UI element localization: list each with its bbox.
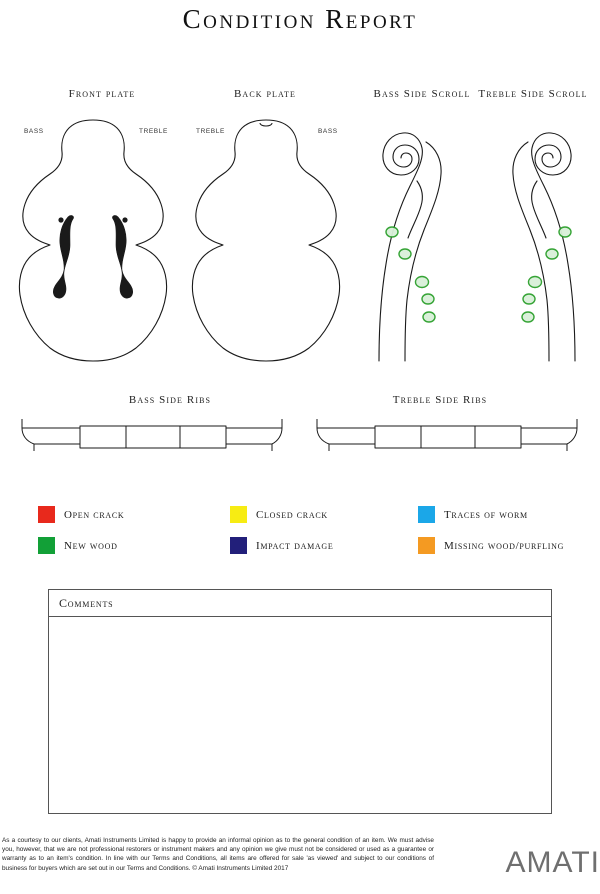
legend-label-impact-damage: Impact damage bbox=[256, 539, 334, 552]
swatch-open-crack bbox=[38, 506, 55, 523]
front-plate-diagram[interactable] bbox=[12, 114, 174, 364]
front-plate-bass-label: BASS bbox=[24, 128, 44, 135]
legend-item-new-wood[interactable] bbox=[38, 537, 230, 554]
caption-treble-side-ribs: Treble Side Ribs bbox=[392, 394, 488, 406]
comments-title: Comments bbox=[59, 595, 114, 610]
footer-disclaimer: As a courtesy to our clients, Amati Instruments Limited is happy to provide an informal opinion as to the general condition of an item. We must advise you, however, that we are not professional restorers or instrument makers and any opinion we give must not be considered or used as a guarantee or warranty as to an item's condition. In line with our Terms and Conditions, all items are offered for sale 'as viewed' and subject to our conditions of business for buyers which are set out in our Terms and Conditions. © Amati Instruments Limited 2017 bbox=[2, 837, 434, 872]
legend-item-closed-crack[interactable] bbox=[230, 506, 418, 523]
legend-item-impact-damage[interactable] bbox=[230, 537, 418, 554]
caption-bass-side-scroll: Bass Side Scroll bbox=[373, 88, 471, 100]
ribs-row bbox=[0, 389, 600, 464]
legend bbox=[38, 506, 583, 568]
amati-logo: AMATI bbox=[505, 846, 600, 879]
page-title: Condition Report bbox=[182, 4, 418, 34]
legend-item-traces-of-worm[interactable] bbox=[418, 506, 583, 523]
legend-label-missing-wood-purfling: Missing wood/purfling bbox=[444, 539, 565, 552]
diagram-row bbox=[0, 66, 600, 376]
comments-input[interactable] bbox=[49, 617, 551, 813]
treble-side-scroll-diagram[interactable] bbox=[482, 114, 592, 364]
caption-back-plate: Back plate bbox=[234, 88, 296, 100]
legend-label-traces-of-worm: Traces of worm bbox=[444, 508, 528, 521]
swatch-traces-of-worm bbox=[418, 506, 435, 523]
caption-treble-side-scroll: Treble Side Scroll bbox=[478, 88, 588, 100]
legend-item-missing-wood-purfling[interactable] bbox=[418, 537, 583, 554]
legend-label-open-crack: Open crack bbox=[64, 508, 125, 521]
legend-label-new-wood: New wood bbox=[64, 539, 118, 552]
footer bbox=[0, 836, 600, 888]
back-plate-treble-label: TREBLE bbox=[196, 128, 225, 135]
comments-box bbox=[48, 589, 552, 814]
bass-side-scroll-diagram[interactable] bbox=[362, 114, 472, 364]
swatch-new-wood bbox=[38, 537, 55, 554]
comments-header bbox=[49, 590, 551, 617]
condition-report-page bbox=[0, 4, 600, 894]
swatch-closed-crack bbox=[230, 506, 247, 523]
treble-side-ribs-diagram[interactable] bbox=[315, 413, 580, 459]
legend-row-1 bbox=[38, 506, 583, 523]
back-plate-diagram[interactable] bbox=[185, 114, 347, 364]
legend-row-2 bbox=[38, 537, 583, 554]
legend-item-open-crack[interactable] bbox=[38, 506, 230, 523]
swatch-impact-damage bbox=[230, 537, 247, 554]
swatch-missing-wood-purfling bbox=[418, 537, 435, 554]
caption-front-plate: Front plate bbox=[68, 88, 136, 100]
back-plate-bass-label: BASS bbox=[318, 128, 338, 135]
caption-bass-side-ribs: Bass Side Ribs bbox=[128, 394, 212, 406]
front-plate-treble-label: TREBLE bbox=[139, 128, 168, 135]
legend-label-closed-crack: Closed crack bbox=[256, 508, 328, 521]
bass-side-ribs-diagram[interactable] bbox=[20, 413, 285, 459]
